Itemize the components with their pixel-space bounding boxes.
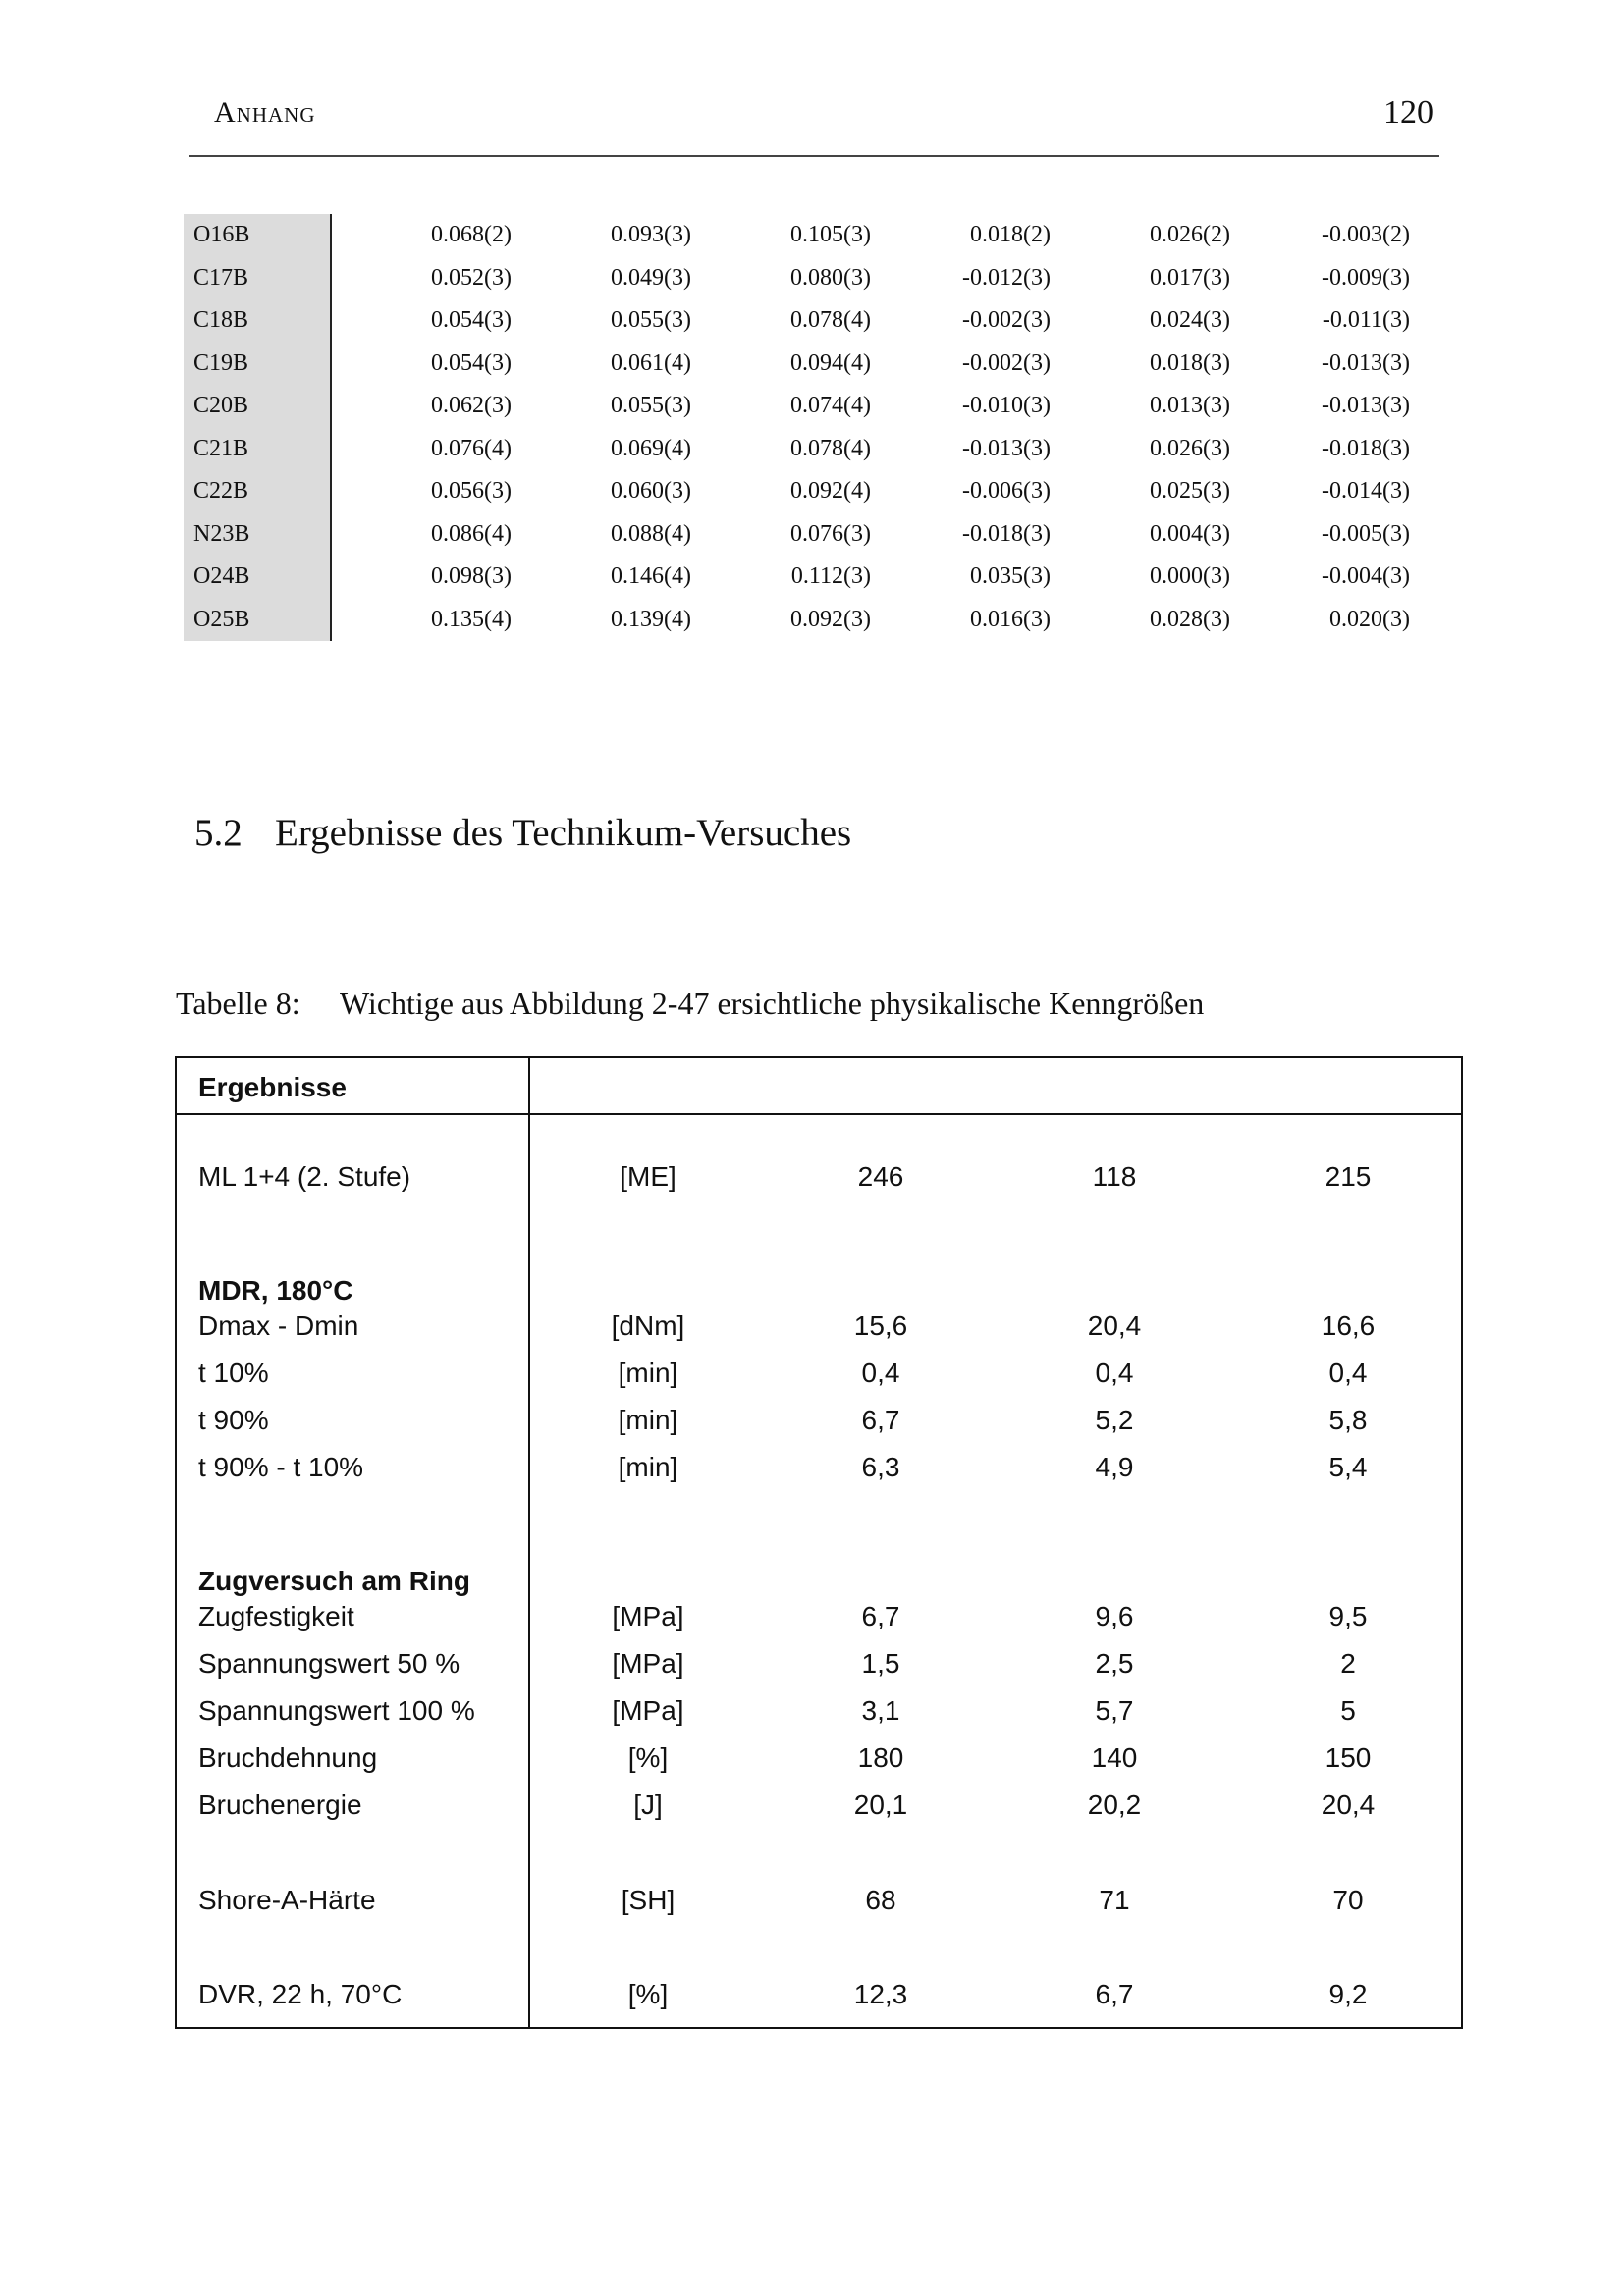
atom-value: 0.146(4): [611, 563, 691, 590]
atom-value: 0.054(3): [431, 349, 512, 376]
atom-value: 0.049(3): [611, 264, 691, 291]
table-row: [184, 470, 1410, 513]
atom-value: 0.078(4): [790, 307, 871, 334]
mdr-row-unit: [min]: [618, 1405, 678, 1435]
page-header: [0, 0, 1623, 167]
atom-value: 0.092(3): [790, 606, 871, 632]
zug-row-value: 20,1: [853, 1789, 908, 1820]
atom-label: O24B: [184, 556, 331, 599]
table-row: [184, 257, 1410, 300]
dvr-value: 12,3: [853, 1979, 908, 2009]
atom-value: 0.062(3): [431, 393, 512, 419]
atom-label: C22B: [184, 470, 331, 513]
atom-value: -0.010(3): [962, 393, 1051, 419]
mdr-row-name: Dmax - Dmin: [198, 1310, 359, 1341]
atom-value: 0.004(3): [1150, 520, 1230, 547]
table-row: [184, 556, 1410, 599]
atom-value: -0.004(3): [1322, 563, 1410, 590]
zug-row-value: 5: [1340, 1695, 1356, 1726]
zug-row-value: 3,1: [861, 1695, 900, 1726]
table-row: [184, 299, 1410, 343]
atom-value: 0.061(4): [611, 349, 691, 376]
shore-value: 71: [1099, 1885, 1130, 1915]
section-heading: [194, 811, 851, 855]
atom-label: C18B: [184, 299, 331, 343]
column-divider: [528, 1058, 530, 2027]
atom-value: 0.105(3): [790, 222, 871, 248]
mdr-row-value: 5,4: [1328, 1452, 1368, 1482]
zug-row-value: 150: [1325, 1742, 1372, 1773]
atom-value: -0.006(3): [962, 478, 1051, 505]
zug-row-unit: [J]: [633, 1789, 663, 1820]
table-row: [184, 214, 1410, 257]
table-row: [184, 428, 1410, 471]
results-table-header: Ergebnisse: [198, 1072, 347, 1102]
dvr-value: 6,7: [1095, 1979, 1134, 2009]
section-number: 5.2: [194, 812, 243, 854]
mdr-row-unit: [min]: [618, 1452, 678, 1482]
atom-value: 0.094(4): [790, 349, 871, 376]
dvr-name: DVR, 22 h, 70°C: [198, 1979, 403, 2009]
section-title: Ergebnisse des Technikum-Versuches: [275, 812, 852, 854]
mdr-row-value: 20,4: [1087, 1310, 1142, 1341]
mdr-row-name: t 90% - t 10%: [198, 1452, 364, 1482]
atom-value: -0.009(3): [1322, 264, 1410, 291]
dvr-unit: [%]: [627, 1979, 669, 2009]
atom-value: 0.068(2): [431, 222, 512, 248]
atom-label: C19B: [184, 343, 331, 386]
zug-row-value: 9,6: [1095, 1601, 1134, 1631]
atom-value: 0.035(3): [970, 563, 1051, 590]
mdr-row-value: 4,9: [1095, 1452, 1134, 1482]
zug-row-value: 20,4: [1321, 1789, 1376, 1820]
atom-value: 0.078(4): [790, 435, 871, 461]
zug-row-value: 20,2: [1087, 1789, 1142, 1820]
zug-row-value: 5,7: [1095, 1695, 1134, 1726]
mdr-row-value: 16,6: [1321, 1310, 1376, 1341]
atom-value: 0.018(2): [970, 222, 1051, 248]
atomic-parameter-table: [184, 214, 1411, 641]
zug-row-name: Bruchenergie: [198, 1789, 362, 1820]
atom-value: -0.002(3): [962, 349, 1051, 376]
dvr-value: 9,2: [1328, 1979, 1368, 2009]
shore-name: Shore-A-Härte: [198, 1885, 376, 1915]
atom-value: 0.056(3): [431, 478, 512, 505]
atom-label: C21B: [184, 428, 331, 471]
zug-row-unit: [MPa]: [612, 1601, 684, 1631]
table-caption-text: Wichtige aus Abbildung 2-47 ersichtliche physikalische Kenngrößen: [340, 986, 1205, 1021]
zug-row-name: Bruchdehnung: [198, 1742, 378, 1773]
header-rule: [189, 155, 1439, 157]
mdr-row-value: 6,3: [861, 1452, 900, 1482]
atom-label: O25B: [184, 599, 331, 642]
table-row: [184, 513, 1410, 557]
zug-row-unit: [MPa]: [612, 1695, 684, 1726]
atom-value: -0.005(3): [1322, 520, 1410, 547]
zug-row-name: Zugfestigkeit: [198, 1601, 354, 1631]
zug-row-name: Spannungswert 100 %: [198, 1695, 475, 1726]
mdr-row-value: 0,4: [1095, 1358, 1134, 1388]
zug-row-unit: [%]: [627, 1742, 669, 1773]
shore-value: 70: [1332, 1885, 1364, 1915]
atom-value: -0.013(3): [962, 435, 1051, 461]
atom-value: -0.012(3): [962, 264, 1051, 291]
atom-value: 0.076(3): [790, 520, 871, 547]
zug-row-unit: [MPa]: [612, 1648, 684, 1679]
atom-label: N23B: [184, 513, 331, 557]
mdr-row-name: t 10%: [198, 1358, 269, 1388]
atom-value: -0.002(3): [962, 307, 1051, 334]
ml-unit: [ME]: [620, 1161, 676, 1192]
table-row: [184, 599, 1410, 642]
zug-row-value: 140: [1091, 1742, 1138, 1773]
ml-value-3: 215: [1325, 1161, 1372, 1192]
zug-row-name: Spannungswert 50 %: [198, 1648, 460, 1679]
atom-value: 0.016(3): [970, 606, 1051, 632]
zug-row-value: 1,5: [861, 1648, 900, 1679]
ml-value-2: 118: [1092, 1161, 1137, 1192]
mdr-row-value: 0,4: [1328, 1358, 1368, 1388]
table-caption-label: Tabelle 8:: [176, 986, 300, 1021]
atom-value: 0.074(4): [790, 393, 871, 419]
atom-value: 0.025(3): [1150, 478, 1230, 505]
ml-name: ML 1+4 (2. Stufe): [198, 1161, 411, 1192]
atom-label: C20B: [184, 385, 331, 428]
running-header: Anhang: [214, 96, 316, 129]
atom-value: 0.076(4): [431, 435, 512, 461]
ml-value-1: 246: [857, 1161, 904, 1192]
atom-value: 0.098(3): [431, 563, 512, 590]
zug-row-value: 2,5: [1095, 1648, 1134, 1679]
atom-value: 0.139(4): [611, 606, 691, 632]
atom-value: 0.093(3): [611, 222, 691, 248]
atom-value: 0.017(3): [1150, 264, 1230, 291]
atom-value: 0.013(3): [1150, 393, 1230, 419]
atom-value: 0.052(3): [431, 264, 512, 291]
mdr-row-name: t 90%: [198, 1405, 269, 1435]
atom-value: 0.060(3): [611, 478, 691, 505]
table-row: [184, 385, 1410, 428]
atom-value: -0.018(3): [1322, 435, 1410, 461]
header-divider: [177, 1113, 1461, 1115]
atom-value: -0.011(3): [1322, 307, 1410, 334]
results-table: [175, 1056, 1463, 2029]
atom-value: -0.013(3): [1322, 393, 1410, 419]
mdr-row-unit: [dNm]: [611, 1310, 685, 1341]
atom-value: 0.055(3): [611, 307, 691, 334]
atom-value: 0.026(3): [1150, 435, 1230, 461]
atom-label: C17B: [184, 257, 331, 300]
atom-value: 0.092(4): [790, 478, 871, 505]
atom-value: 0.000(3): [1150, 563, 1230, 590]
mdr-row-value: 6,7: [861, 1405, 900, 1435]
zug-group-label: Zugversuch am Ring: [198, 1566, 470, 1596]
mdr-row-value: 5,2: [1095, 1405, 1134, 1435]
atom-value: -0.013(3): [1322, 349, 1410, 376]
atom-value: 0.088(4): [611, 520, 691, 547]
mdr-group-label: MDR, 180°C: [198, 1275, 353, 1306]
table-caption: [176, 986, 1204, 1022]
mdr-row-unit: [min]: [618, 1358, 678, 1388]
atom-value: 0.135(4): [431, 606, 512, 632]
atom-value: -0.014(3): [1322, 478, 1410, 505]
atom-value: 0.054(3): [431, 307, 512, 334]
zug-row-value: 9,5: [1328, 1601, 1368, 1631]
mdr-row-value: 5,8: [1328, 1405, 1368, 1435]
table-row: [184, 343, 1410, 386]
atom-value: 0.028(3): [1150, 606, 1230, 632]
atom-value: 0.055(3): [611, 393, 691, 419]
page-number: 120: [1383, 94, 1434, 131]
atom-value: 0.086(4): [431, 520, 512, 547]
mdr-row-value: 0,4: [861, 1358, 900, 1388]
atom-value: 0.026(2): [1150, 222, 1230, 248]
atom-label: O16B: [184, 214, 331, 257]
shore-unit: [SH]: [621, 1885, 676, 1915]
atom-value: 0.069(4): [611, 435, 691, 461]
atom-value: 0.020(3): [1329, 606, 1410, 632]
atom-value: 0.080(3): [790, 264, 871, 291]
atom-value: -0.018(3): [962, 520, 1051, 547]
zug-row-value: 2: [1340, 1648, 1356, 1679]
atom-value: 0.018(3): [1150, 349, 1230, 376]
atom-value: -0.003(2): [1322, 222, 1410, 248]
atom-value: 0.024(3): [1150, 307, 1230, 334]
atom-value: 0.112(3): [790, 563, 871, 590]
zug-row-value: 6,7: [861, 1601, 900, 1631]
zug-row-value: 180: [857, 1742, 904, 1773]
shore-value: 68: [865, 1885, 896, 1915]
mdr-row-value: 15,6: [853, 1310, 908, 1341]
